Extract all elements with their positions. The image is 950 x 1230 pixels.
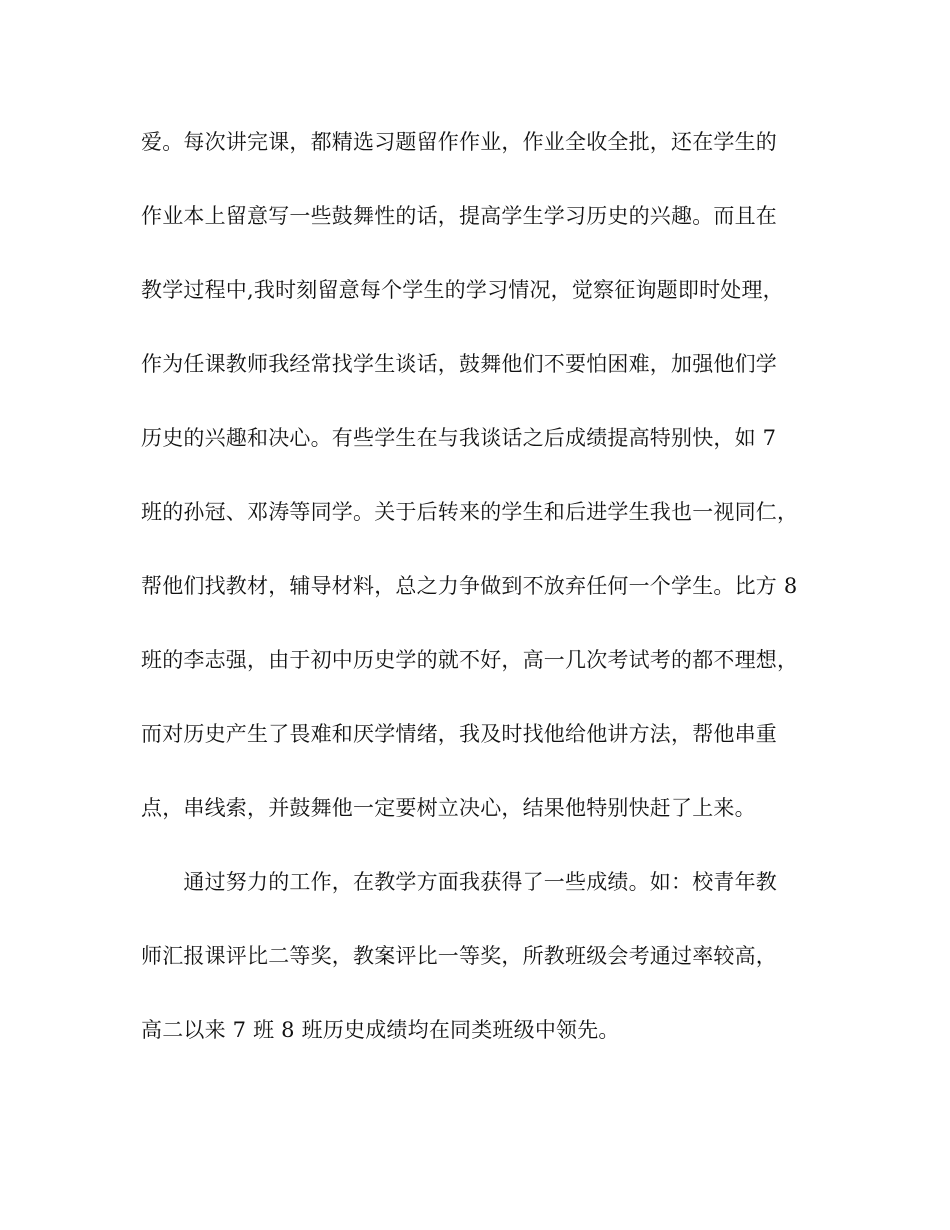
text-line: 通过努力的工作，在教学方面我获得了一些成绩。如：校青年教	[141, 870, 777, 894]
text-line: 点，串线索，并鼓舞他一定要树立决心，结果他特别快赶了上来。	[141, 796, 756, 820]
text-line: 班的孙冠、邓涛等同学。关于后转来的学生和后进学生我也一视同仁，	[141, 500, 799, 524]
text-line: 作业本上留意写一些鼓舞性的话，提高学生学习历史的兴趣。而且在	[141, 204, 777, 228]
text-line: 高二以来 7 班 8 班历史成绩均在同类班级中领先。	[141, 1018, 620, 1042]
text-line: 师汇报课评比二等奖，教案评比一等奖，所教班级会考通过率较高，	[141, 944, 777, 968]
text-line: 历史的兴趣和决心。有些学生在与我谈话之后成绩提高特别快，如 7	[141, 426, 777, 450]
text-line: 教学过程中,我时刻留意每个学生的学习情况，觉察征询题即时处理，	[141, 278, 784, 302]
text-line: 帮他们找教材，辅导材料，总之力争做到不放弃任何一个学生。比方 8	[141, 574, 798, 598]
text-line: 班的李志强，由于初中历史学的就不好，高一几次考试考的都不理想，	[141, 648, 799, 672]
text-line: 而对历史产生了畏难和厌学情绪，我及时找他给他讲方法，帮他串重	[141, 722, 777, 746]
text-line: 爱。每次讲完课，都精选习题留作作业，作业全收全批，还在学生的	[141, 130, 777, 154]
text-line: 作为任课教师我经常找学生谈话，鼓舞他们不要怕困难，加强他们学	[141, 352, 777, 376]
